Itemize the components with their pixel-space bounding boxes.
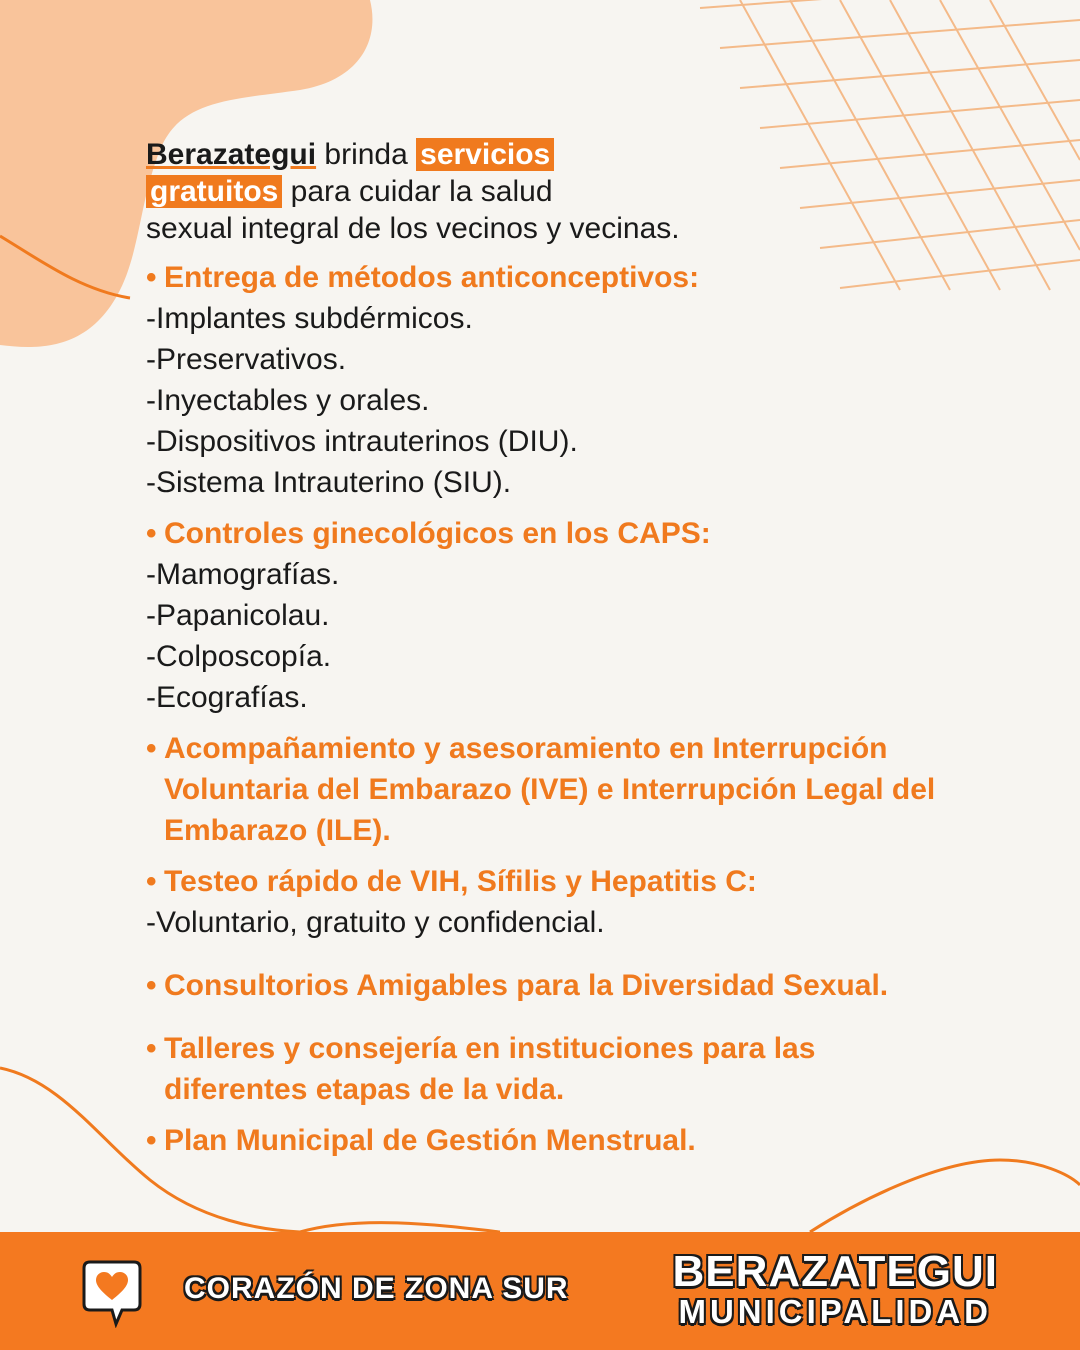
heart-speech-bubble-icon [82, 1258, 142, 1328]
intro-text-2: para cuidar la salud [282, 175, 553, 208]
intro-highlight-2: gratuitos [146, 175, 282, 208]
list-item: -Sistema Intrauterino (SIU). [146, 466, 512, 499]
section-talleres [146, 1028, 946, 1110]
footer-slogan: CORAZÓN DE ZONA SUR [184, 1272, 569, 1305]
bottom-right-curve [810, 1160, 1080, 1232]
footer-brand-logo [672, 1247, 998, 1330]
section-ive-ile [146, 728, 946, 851]
section-title [146, 257, 946, 298]
list-item: -Dispositivos intrauterinos (DIU). [146, 425, 578, 458]
bullet-icon: • [146, 1124, 157, 1157]
section-title-text: Talleres y consejería en instituciones para las diferentes etapas de la vida. [164, 1032, 816, 1106]
list-item: -Ecografías. [146, 681, 308, 714]
list-item: -Implantes subdérmicos. [146, 302, 473, 335]
intro-line-3: sexual integral de los vecinos y vecinas. [146, 212, 680, 245]
brand-name: BERAZATEGUI [672, 1247, 998, 1296]
list-item: -Inyectables y orales. [146, 384, 430, 417]
section-title [146, 513, 946, 554]
section-title-text: Acompañamiento y asesoramiento en Interrupción Voluntaria del Embarazo (IVE) e Interrupción Legal del Embarazo (ILE). [164, 732, 936, 847]
bottom-wave [300, 1223, 500, 1232]
section-title-text: Consultorios Amigables para la Diversidad Sexual. [164, 969, 889, 1002]
intro-brand: Berazategui [146, 138, 317, 171]
bullet-icon: • [146, 865, 157, 898]
section-title [146, 1028, 946, 1110]
section-title [146, 1120, 946, 1161]
section-title-text: Controles ginecológicos en los CAPS: [164, 517, 711, 550]
main-content [146, 136, 946, 1161]
section-testeo [146, 861, 946, 943]
section-title-text: Entrega de métodos anticonceptivos: [164, 261, 700, 294]
section-title [146, 861, 946, 902]
list-item: -Voluntario, gratuito y confidencial. [146, 906, 605, 939]
intro-text-1: brinda [316, 138, 417, 171]
brand-subtitle: MUNICIPALIDAD [678, 1293, 993, 1330]
section-plan-menstrual [146, 1120, 946, 1161]
section-title-text: Testeo rápido de VIH, Sífilis y Hepatitis C: [164, 865, 757, 898]
section-consultorios [146, 965, 946, 1006]
section-title [146, 728, 946, 851]
bullet-icon: • [146, 1032, 157, 1065]
intro-paragraph [146, 136, 946, 247]
list-item: -Colposcopía. [146, 640, 332, 673]
list-item: -Mamografías. [146, 558, 340, 591]
list-item: -Papanicolau. [146, 599, 330, 632]
section-anticonceptivos [146, 257, 946, 503]
bullet-icon: • [146, 517, 157, 550]
bullet-icon: • [146, 261, 157, 294]
intro-highlight-1: servicios [416, 138, 554, 171]
section-controles [146, 513, 946, 718]
list-item: -Preservativos. [146, 343, 347, 376]
bullet-icon: • [146, 732, 157, 765]
section-title [146, 965, 946, 1006]
bullet-icon: • [146, 969, 157, 1002]
section-title-text: Plan Municipal de Gestión Menstrual. [164, 1124, 696, 1157]
